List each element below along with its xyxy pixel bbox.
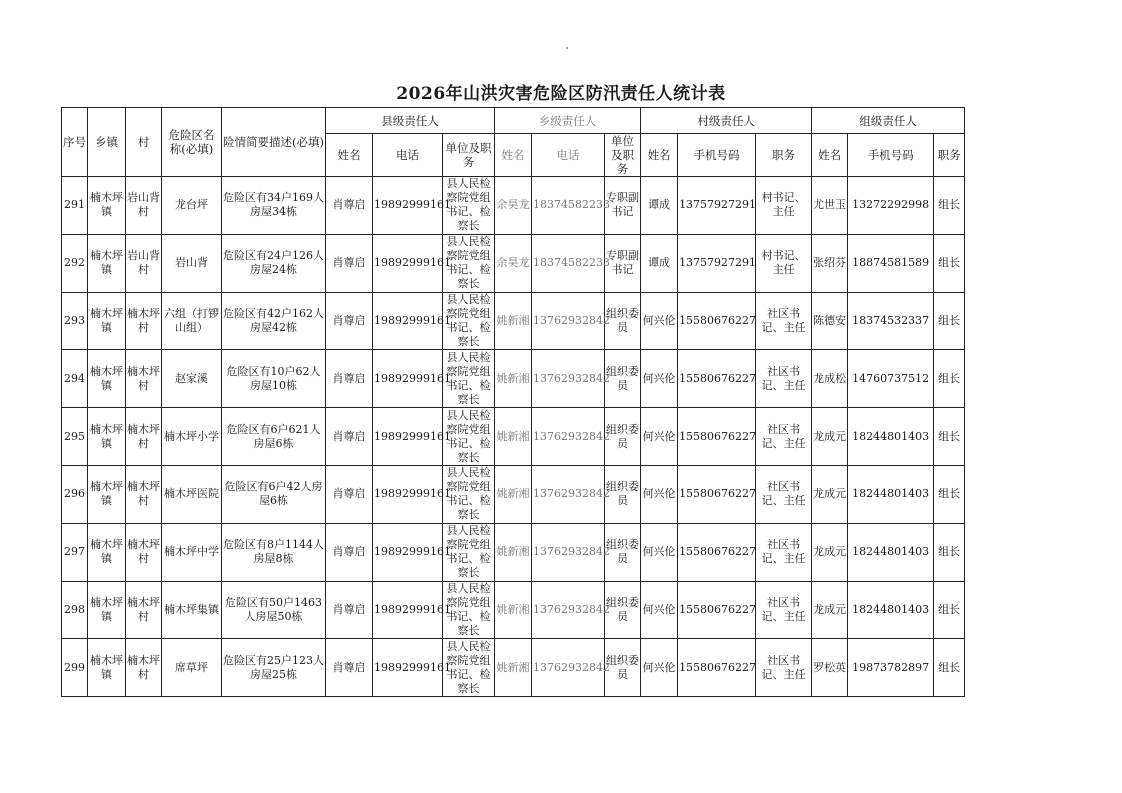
- cell-township: 楠木坪镇: [88, 177, 126, 235]
- cell-township-phone: 13762932842: [532, 523, 605, 581]
- cell-team-mobile: 13272292998: [848, 177, 934, 235]
- cell-seq: 298: [62, 581, 88, 639]
- cell-township: 楠木坪镇: [88, 581, 126, 639]
- cell-township-phone: 18374582233: [532, 234, 605, 292]
- header-county-phone: 电话: [373, 134, 443, 177]
- header-description: 险情简要描述(必填): [222, 108, 326, 177]
- cell-township: 楠木坪镇: [88, 234, 126, 292]
- cell-team-name: 陈德安: [812, 292, 848, 350]
- cell-seq: 292: [62, 234, 88, 292]
- cell-area-name: 席草坪: [162, 639, 222, 697]
- header-team-duty: 职务: [934, 134, 965, 177]
- cell-village-name: 何兴伦: [641, 523, 678, 581]
- cell-village-duty: 村书记、主任: [756, 234, 812, 292]
- cell-village-duty: 社区书记、主任: [756, 465, 812, 523]
- cell-team-mobile: 18244801403: [848, 465, 934, 523]
- cell-village-name: 何兴伦: [641, 350, 678, 408]
- cell-description: 危险区有10户62人房屋10栋: [222, 350, 326, 408]
- header-village: 村: [126, 108, 162, 177]
- header-township: 乡镇: [88, 108, 126, 177]
- cell-village: 楠木坪村: [126, 408, 162, 466]
- cell-township-name: 姚新湘: [495, 581, 532, 639]
- cell-team-mobile: 18244801403: [848, 408, 934, 466]
- cell-village-mobile: 15580676227: [678, 408, 756, 466]
- table-body: [62, 177, 965, 697]
- cell-village-mobile: 15580676227: [678, 292, 756, 350]
- cell-seq: 291: [62, 177, 88, 235]
- table-row: [62, 465, 965, 523]
- cell-county-phone: 19892999161: [373, 234, 443, 292]
- cell-team-name: 龙成元: [812, 408, 848, 466]
- cell-description: 危险区有24户126人房屋24栋: [222, 234, 326, 292]
- cell-village-name: 何兴伦: [641, 408, 678, 466]
- header-township-phone: 电话: [532, 134, 605, 177]
- cell-township-phone: 13762932842: [532, 465, 605, 523]
- cell-area-name: 岩山背: [162, 234, 222, 292]
- cell-team-name: 龙成元: [812, 465, 848, 523]
- cell-seq: 293: [62, 292, 88, 350]
- cell-team-name: 龙成松: [812, 350, 848, 408]
- header-township-group: 乡级责任人: [495, 108, 641, 134]
- header-area-name: 危险区名称(必填): [162, 108, 222, 177]
- cell-township-unit: 组织委员: [605, 581, 641, 639]
- cell-team-mobile: 18874581589: [848, 234, 934, 292]
- cell-village-duty: 社区书记、主任: [756, 292, 812, 350]
- cell-team-mobile: 18374532337: [848, 292, 934, 350]
- cell-county-unit: 县人民检察院党组书记、检察长: [443, 523, 495, 581]
- cell-township: 楠木坪镇: [88, 523, 126, 581]
- document-title: 2026年山洪灾害危险区防汛责任人统计表: [396, 84, 726, 104]
- table-row: [62, 292, 965, 350]
- cell-area-name: 六组（打锣山组）: [162, 292, 222, 350]
- cell-county-name: 肖尊启: [326, 234, 373, 292]
- cell-township: 楠木坪镇: [88, 292, 126, 350]
- cell-township-phone: 18374582233: [532, 177, 605, 235]
- cell-village-mobile: 15580676227: [678, 639, 756, 697]
- cell-village-name: 何兴伦: [641, 639, 678, 697]
- header-team-name: 姓名: [812, 134, 848, 177]
- header-township-name: 姓名: [495, 134, 532, 177]
- cell-township-name: 姚新湘: [495, 639, 532, 697]
- cell-village-duty: 社区书记、主任: [756, 581, 812, 639]
- cell-seq: 296: [62, 465, 88, 523]
- cell-county-phone: 19892999161: [373, 523, 443, 581]
- cell-county-unit: 县人民检察院党组书记、检察长: [443, 234, 495, 292]
- cell-village-mobile: 15580676227: [678, 581, 756, 639]
- cell-county-name: 肖尊启: [326, 350, 373, 408]
- cell-description: 危险区有34户169人房屋34栋: [222, 177, 326, 235]
- cell-description: 危险区有6户621人房屋6栋: [222, 408, 326, 466]
- cell-township-name: 姚新湘: [495, 465, 532, 523]
- cell-township-unit: 组织委员: [605, 408, 641, 466]
- cell-township-phone: 13762932842: [532, 292, 605, 350]
- cell-village: 楠木坪村: [126, 292, 162, 350]
- cell-village: 楠木坪村: [126, 465, 162, 523]
- header-village-duty: 职务: [756, 134, 812, 177]
- cell-township-unit: 专职副书记: [605, 234, 641, 292]
- cell-team-name: 龙成元: [812, 581, 848, 639]
- cell-county-phone: 19892999161: [373, 465, 443, 523]
- cell-village-mobile: 15580676227: [678, 465, 756, 523]
- header-county-name: 姓名: [326, 134, 373, 177]
- table-row: [62, 234, 965, 292]
- cell-county-unit: 县人民检察院党组书记、检察长: [443, 465, 495, 523]
- cell-description: 危险区有25户123人房屋25栋: [222, 639, 326, 697]
- cell-area-name: 龙台坪: [162, 177, 222, 235]
- cell-village-name: 谭成: [641, 234, 678, 292]
- cell-village-mobile: 15580676227: [678, 523, 756, 581]
- cell-township-unit: 组织委员: [605, 465, 641, 523]
- cell-area-name: 楠木坪中学: [162, 523, 222, 581]
- cell-village-mobile: 15580676227: [678, 350, 756, 408]
- cell-township-phone: 13762932842: [532, 350, 605, 408]
- cell-description: 危险区有8户1144人房屋8栋: [222, 523, 326, 581]
- cell-township-unit: 专职副书记: [605, 177, 641, 235]
- cell-village: 楠木坪村: [126, 350, 162, 408]
- cell-area-name: 赵家溪: [162, 350, 222, 408]
- cell-township-name: 余昊龙: [495, 177, 532, 235]
- cell-village-name: 谭成: [641, 177, 678, 235]
- header-village-name: 姓名: [641, 134, 678, 177]
- cell-county-unit: 县人民检察院党组书记、检察长: [443, 408, 495, 466]
- cell-county-name: 肖尊启: [326, 292, 373, 350]
- cell-county-unit: 县人民检察院党组书记、检察长: [443, 177, 495, 235]
- cell-team-name: 罗松英: [812, 639, 848, 697]
- header-village-group: 村级责任人: [641, 108, 812, 134]
- scan-speck: [566, 47, 568, 49]
- cell-team-duty: 组长: [934, 408, 965, 466]
- cell-area-name: 楠木坪小学: [162, 408, 222, 466]
- cell-village: 楠木坪村: [126, 639, 162, 697]
- cell-village-duty: 村书记、主任: [756, 177, 812, 235]
- cell-description: 危险区有50户1463人房屋50栋: [222, 581, 326, 639]
- cell-county-unit: 县人民检察院党组书记、检察长: [443, 292, 495, 350]
- cell-village-name: 何兴伦: [641, 465, 678, 523]
- cell-township-unit: 组织委员: [605, 292, 641, 350]
- cell-team-mobile: 18244801403: [848, 581, 934, 639]
- header-township-unit: 单位及职务: [605, 134, 641, 177]
- cell-county-name: 肖尊启: [326, 465, 373, 523]
- cell-township-unit: 组织委员: [605, 350, 641, 408]
- header-team-group: 组级责任人: [812, 108, 965, 134]
- cell-village-mobile: 13757927291: [678, 177, 756, 235]
- table-row: [62, 523, 965, 581]
- header-seq: 序号: [62, 108, 88, 177]
- cell-county-unit: 县人民检察院党组书记、检察长: [443, 581, 495, 639]
- cell-team-duty: 组长: [934, 639, 965, 697]
- table-row: [62, 639, 965, 697]
- table-row: [62, 408, 965, 466]
- cell-township: 楠木坪镇: [88, 639, 126, 697]
- cell-county-phone: 19892999161: [373, 350, 443, 408]
- table-row: [62, 581, 965, 639]
- cell-team-duty: 组长: [934, 292, 965, 350]
- cell-county-name: 肖尊启: [326, 408, 373, 466]
- cell-township: 楠木坪镇: [88, 465, 126, 523]
- cell-village: 岩山背村: [126, 234, 162, 292]
- cell-team-name: 龙成元: [812, 523, 848, 581]
- header-village-mobile: 手机号码: [678, 134, 756, 177]
- cell-county-name: 肖尊启: [326, 639, 373, 697]
- cell-county-name: 肖尊启: [326, 177, 373, 235]
- cell-village-duty: 社区书记、主任: [756, 350, 812, 408]
- table-row: [62, 177, 965, 235]
- cell-county-phone: 19892999161: [373, 292, 443, 350]
- cell-county-name: 肖尊启: [326, 581, 373, 639]
- cell-county-phone: 19892999161: [373, 177, 443, 235]
- cell-township-phone: 13762932842: [532, 639, 605, 697]
- cell-team-mobile: 19873782897: [848, 639, 934, 697]
- responsibility-table: [61, 107, 965, 697]
- cell-team-name: 尤世玉: [812, 177, 848, 235]
- cell-township-name: 姚新湘: [495, 523, 532, 581]
- cell-township: 楠木坪镇: [88, 408, 126, 466]
- header-county-group: 县级责任人: [326, 108, 495, 134]
- cell-description: 危险区有42户162人房屋42栋: [222, 292, 326, 350]
- cell-township-unit: 组织委员: [605, 639, 641, 697]
- cell-area-name: 楠木坪集镇: [162, 581, 222, 639]
- cell-township-phone: 13762932842: [532, 581, 605, 639]
- cell-township-unit: 组织委员: [605, 523, 641, 581]
- cell-team-duty: 组长: [934, 350, 965, 408]
- table-row: [62, 350, 965, 408]
- cell-county-phone: 19892999161: [373, 408, 443, 466]
- cell-township: 楠木坪镇: [88, 350, 126, 408]
- cell-team-duty: 组长: [934, 234, 965, 292]
- cell-county-unit: 县人民检察院党组书记、检察长: [443, 639, 495, 697]
- cell-team-duty: 组长: [934, 523, 965, 581]
- header-county-unit: 单位及职务: [443, 134, 495, 177]
- cell-village: 楠木坪村: [126, 581, 162, 639]
- cell-team-name: 张绍芬: [812, 234, 848, 292]
- header-team-mobile: 手机号码: [848, 134, 934, 177]
- cell-township-name: 余昊龙: [495, 234, 532, 292]
- cell-seq: 295: [62, 408, 88, 466]
- cell-team-mobile: 14760737512: [848, 350, 934, 408]
- cell-seq: 297: [62, 523, 88, 581]
- cell-village: 岩山背村: [126, 177, 162, 235]
- cell-township-name: 姚新湘: [495, 350, 532, 408]
- cell-village-mobile: 13757927291: [678, 234, 756, 292]
- cell-village: 楠木坪村: [126, 523, 162, 581]
- cell-description: 危险区有6户42人房屋6栋: [222, 465, 326, 523]
- cell-township-phone: 13762932842: [532, 408, 605, 466]
- cell-team-duty: 组长: [934, 177, 965, 235]
- cell-team-duty: 组长: [934, 581, 965, 639]
- cell-county-phone: 19892999161: [373, 639, 443, 697]
- cell-county-unit: 县人民检察院党组书记、检察长: [443, 350, 495, 408]
- cell-village-duty: 社区书记、主任: [756, 523, 812, 581]
- cell-village-duty: 社区书记、主任: [756, 639, 812, 697]
- cell-township-name: 姚新湘: [495, 292, 532, 350]
- cell-county-name: 肖尊启: [326, 523, 373, 581]
- cell-township-name: 姚新湘: [495, 408, 532, 466]
- cell-seq: 294: [62, 350, 88, 408]
- cell-team-duty: 组长: [934, 465, 965, 523]
- cell-village-name: 何兴伦: [641, 292, 678, 350]
- cell-area-name: 楠木坪医院: [162, 465, 222, 523]
- cell-village-duty: 社区书记、主任: [756, 408, 812, 466]
- cell-team-mobile: 18244801403: [848, 523, 934, 581]
- cell-village-name: 何兴伦: [641, 581, 678, 639]
- cell-seq: 299: [62, 639, 88, 697]
- cell-county-phone: 19892999161: [373, 581, 443, 639]
